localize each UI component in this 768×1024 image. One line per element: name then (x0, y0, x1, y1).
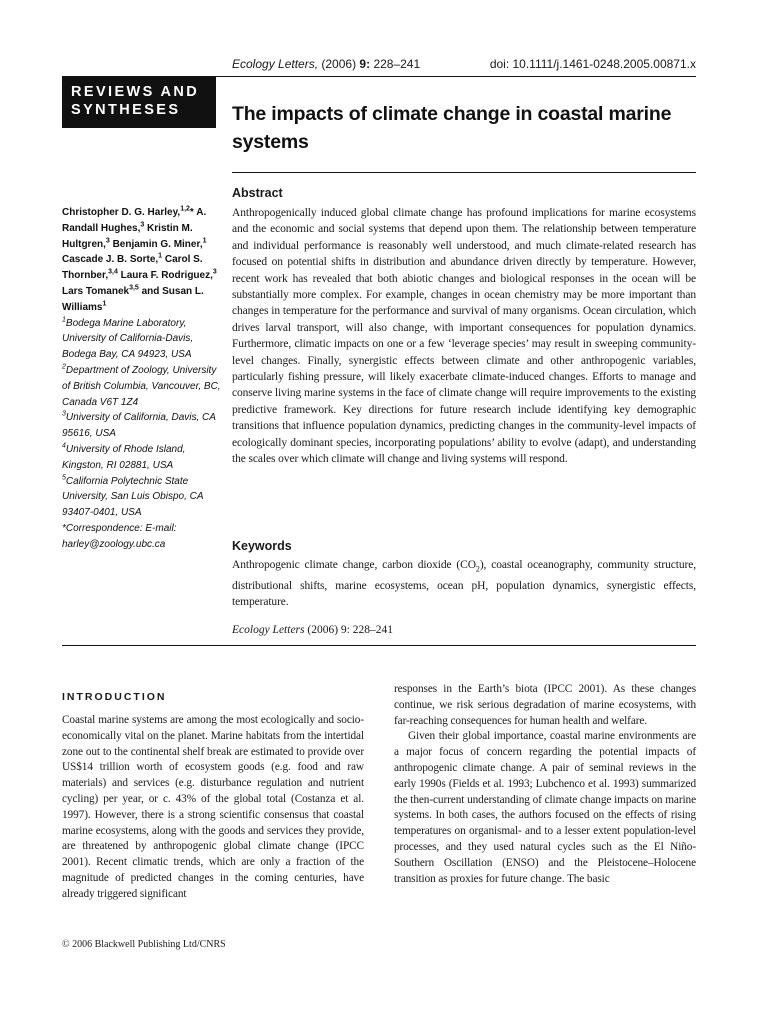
body-column-left (62, 713, 364, 903)
keywords-part1: Anthropogenic climate change, carbon dioxide (CO (232, 559, 476, 571)
abstract-heading: Abstract (232, 186, 283, 200)
journal-pages: 228–241 (373, 57, 421, 71)
section-label-line2: SYNTHESES (71, 102, 181, 118)
author-name: A. Randall Hughes,$^3$ (62, 207, 207, 234)
keywords-part2: ), coastal oceanography, community structure, distributional shifts, marine ecosystems, ocean pH, population dynamics, synergistic effects, temperature. (232, 559, 696, 609)
doi-link[interactable]: doi: 10.1111/j.1461-0248.2005.00871.x (489, 57, 696, 71)
keywords-text (232, 557, 696, 611)
correspondence-email[interactable]: *Correspondence: E-mail: harley@zoology.ubc.ca (62, 522, 177, 550)
body-column-right (394, 682, 696, 887)
author-block (62, 205, 224, 553)
keywords-subscript: 2 (475, 564, 480, 574)
citation-journal: Ecology Letters (232, 624, 305, 636)
author-name: Lars Tomanek$^{3,5}$ (62, 284, 139, 297)
affiliation-item: $^4$University of Rhode Island, Kingston, RI 02881, USA (62, 442, 186, 471)
article-title: The impacts of climate change in coastal marine systems (232, 103, 672, 153)
keywords-heading: Keywords (232, 539, 292, 553)
author-name: Laura F. Rodriguez,$^3$ (120, 268, 217, 282)
section-divider (62, 645, 696, 646)
title-rule (232, 172, 696, 173)
running-header (232, 57, 696, 71)
affiliation-item: $^3$University of California, Davis, CA 95616, USA (62, 411, 216, 440)
affiliation-item: $^5$California Polytechnic State University, San Luis Obispo, CA 93407-0401, USA (62, 474, 204, 519)
top-rule (216, 76, 696, 77)
section-label-box (62, 76, 216, 128)
journal-name: Ecology Letters, (232, 57, 319, 71)
journal-volume: 9: (359, 57, 371, 71)
citation-details: (2006) 9: 228–241 (304, 624, 393, 636)
author-name: Cascade J. B. Sorte,$^1$ (62, 253, 163, 266)
abstract-text: Anthropogenically induced global climate change has profound implications for marine ecosystems and the economic and social systems that depend upon them. The relationship between temperature and individual performance is reasonably well understood, and much climate-related research has focused on potential shifts in distribution and abundance driven directly by temperature. However, recent work has revealed that both abiotic changes and biological responses in the ocean will be substantially more complex. For example, changes in ocean chemistry may be more important than changes in temperature for the performance and survival of many organisms. Ocean circulation, which drives larval transport, will also change, with important consequences for population dynamics. Furthermore, climatic impacts on one or a few ‘leverage species’ may result in sweeping community-level changes. Finally, synergistic effects between climate and other anthropogenic variables, particularly fishing pressure, will likely exacerbate climate-induced changes. Efforts to manage and conserve living marine systems in the face of climate change will require improvements to the existing predictive framework. Key directions for future research include identifying key demographic transitions that influence population dynamics, predicting changes in the community-level impacts of ecologically dominant species, incorporating populations’ ability to evolve (adapt), and understanding the scales over which climate will change and living systems will respond. (232, 207, 696, 466)
intro-paragraph: Given their global importance, coastal marine environments are a major focus of concern regarding the potential impacts of anthropogenic climate change. A pair of seminal reviews in the early 1990s (Fields et al. 1993; Lubchenco et al. 1993) summarized the then-current understanding of climate change impacts on marine systems. In both cases, the authors focused on the effects of rising temperatures on organismal- and to a lesser extent population-level processes, and they used natural cycles such as the El Niño-Southern Oscillation (ENSO) and the Pleistocene–Holocene transition as proxies for future change. The basic (394, 730, 696, 885)
author-list (62, 205, 224, 316)
author-name: Carol S. Thornber,$^{3,4}$ (62, 254, 203, 282)
journal-citation-header (232, 57, 420, 71)
affiliation-list (62, 316, 224, 553)
intro-paragraph: Coastal marine systems are among the most ecologically and socio-economically vital on the planet. Marine habitats from the intertidal zone out to the continental shelf break are estimated to provide over US$14 trillion worth of ecosystem goods (e.g. food and raw materials) and services (e.g. disturbance regulation and nutrient cycling) per year, or c. 43% of the global total (Costanza et al. 1997). However, there is a strong scientific consensus that coastal marine ecosystems, along with the goods and services they provide, are threatened by anthropogenic global climate change (IPCC 2001). Recent climatic trends, which are only a fraction of the magnitude of predicted changes in the coming centuries, have already triggered significant (62, 714, 364, 900)
introduction-heading: INTRODUCTION (62, 691, 167, 703)
affiliation-item: $^1$Bodega Marine Laboratory, University of California-Davis, Bodega Bay, CA 94923, USA (62, 316, 194, 361)
author-name: Kristin M. Hultgren,$^3$ (62, 222, 193, 250)
affiliation-item: $^2$Department of Zoology, University of British Columbia, Vancouver, BC, Canada V6T 1Z4 (62, 363, 221, 408)
journal-year: (2006) (321, 57, 357, 71)
intro-paragraph: responses in the Earth’s biota (IPCC 2001). As these changes continue, we risk serious degradation of marine ecosystems, with far-reaching consequences for human health and welfare. (394, 683, 696, 727)
author-name: and Susan L. Williams$^1$ (62, 285, 204, 313)
author-name: Benjamin G. Miner,$^1$ (112, 237, 207, 250)
author-name: Christopher D. G. Harley,$^{1,2}$* (62, 205, 194, 218)
copyright-footer: © 2006 Blackwell Publishing Ltd/CNRS (62, 939, 226, 950)
article-citation (232, 624, 393, 636)
section-label-line1: REVIEWS AND (71, 84, 200, 100)
